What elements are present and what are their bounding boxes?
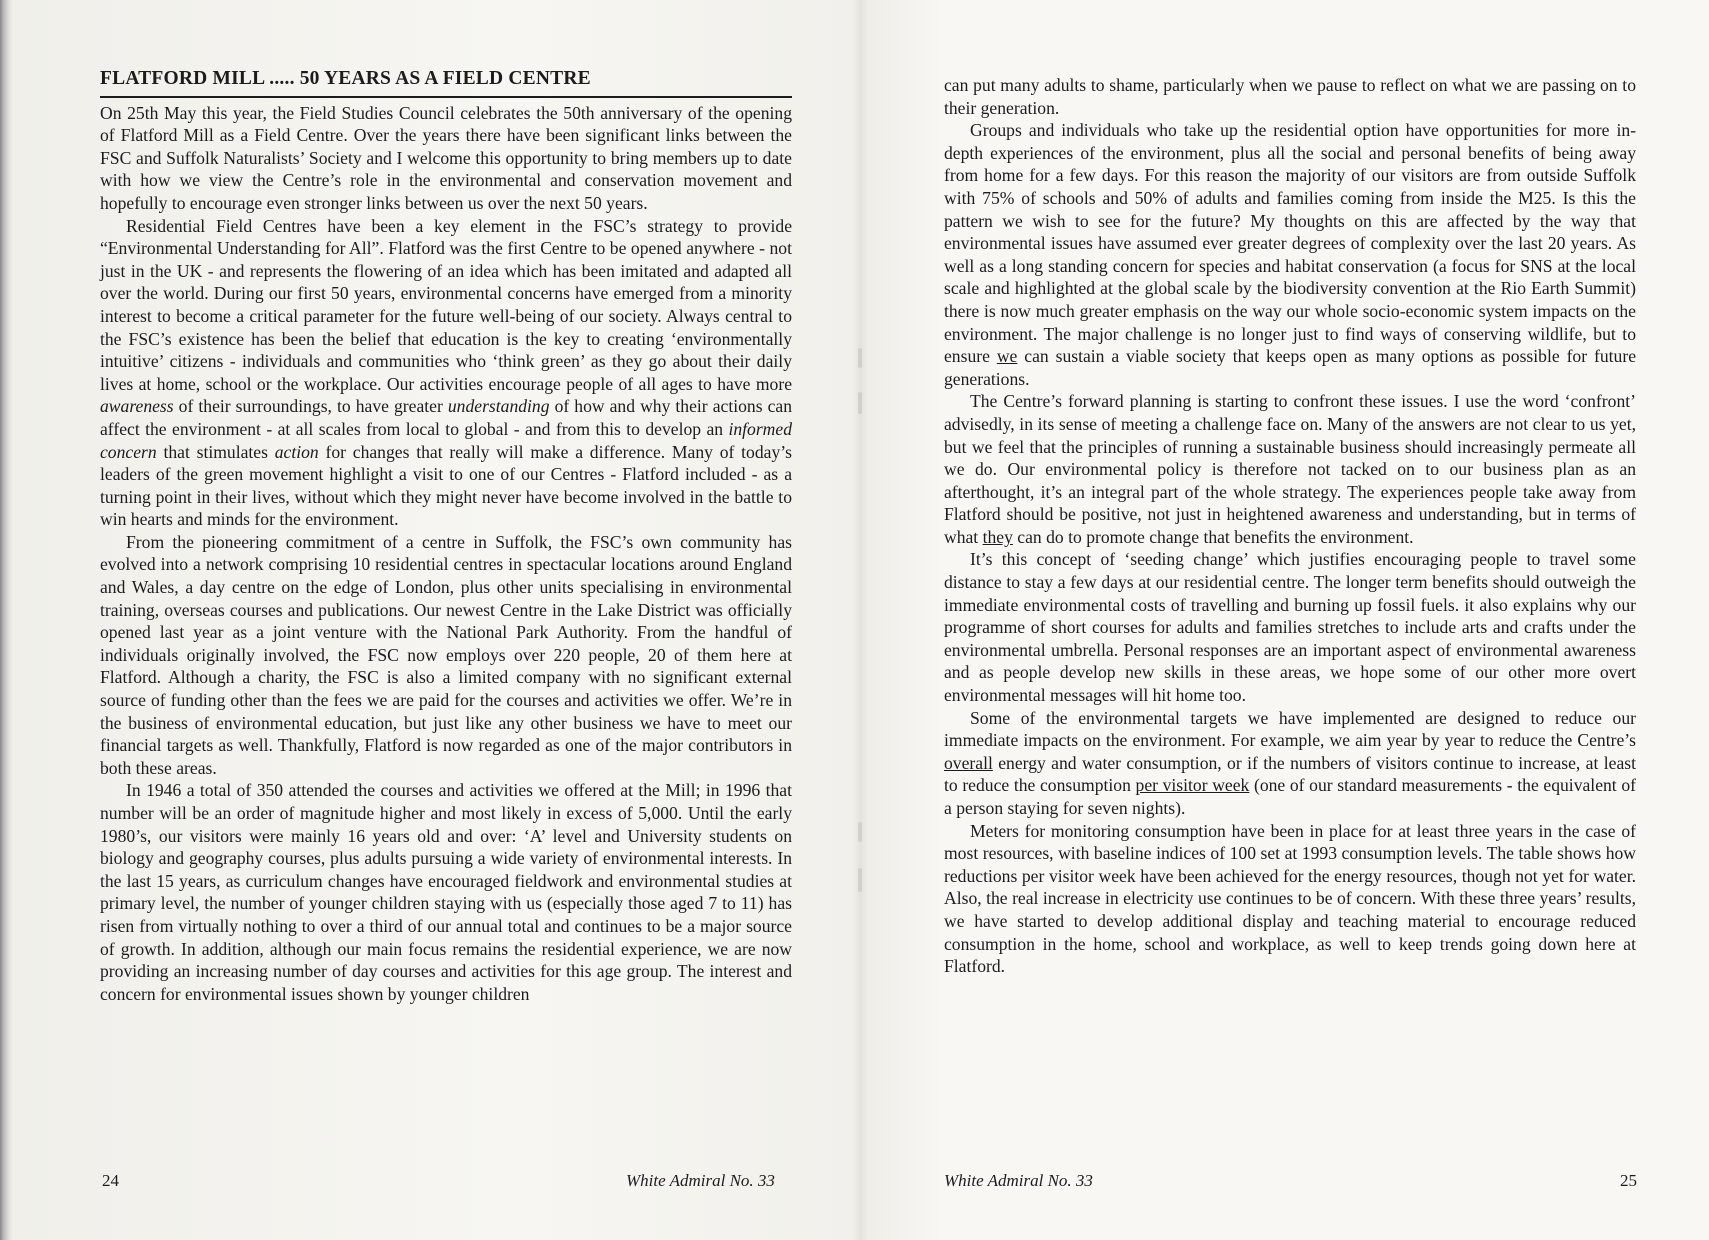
binding-edge [0,0,14,1240]
staple-bottom [858,822,862,842]
staple-bottom-lower [858,868,862,892]
page-number-left: 24 [102,1171,119,1190]
journal-name-left: White Admiral No. 33 [626,1171,775,1190]
paragraph-9: Meters for monitoring consumption have been in place for at least three years in the case of most resources, with baseline indices of 100 set at 1993 consumption levels. The table shows how reductions per visitor week have been achieved for the energy resources, though not yet for water. Also, the real increase in electricity use continues to be of concern. With these three years’ results, we have started to develop additional display and teaching material to encourage reduced consumption in the home, school and workplace, as well to keep trends going down here at Flatford. [944,820,1636,977]
paragraph-continued: can put many adults to shame, particularly when we pause to reflect on what we are passing on to their generation. [944,75,1636,118]
journal-name-right: White Admiral No. 33 [944,1171,1093,1190]
staple-top-lower [858,392,862,414]
paragraph-7: It’s this concept of ‘seeding change’ which justifies encouraging people to travel some distance to stay a few days at our residential centre. The longer term benefits should outweigh the immediate environmental costs of travelling and burning up fossil fuels. it also explains why our programme of short courses for adults and families stretches to include arts and crafts under the environmental umbrella. Personal responses are an important aspect of environmental awareness and as people develop new skills in these areas, we hope some of our other more overt environmental messages will hit home too. [944,549,1636,706]
page-number-right: 25 [1620,1171,1637,1190]
paragraph-8: Some of the environmental targets we have implemented are designed to reduce our immediate impacts on the environment. For example, we aim year by year to reduce the Centre’s overall energy and water consumption, or if the numbers of visitors continue to increase, at least to reduce the consumption per visitor week (one of our standard measurements - the equivalent of a person staying for seven nights). [944,707,1636,818]
paragraph-6: The Centre’s forward planning is starting to confront these issues. I use the word ‘confront’ advisedly, in its sense of meeting a challenge face on. Many of the answers are not clear to us yet, but we feel that the principles of running a sustainable business should increasingly permeate all we do. Our environmental policy is therefore not tacked on to our business plan as an afterthought, it’s an integral part of the whole strategy. The experiences people take away from Flatford should be positive, not just in heightened awareness and understanding, but in terms of what they can do to promote change that benefits the environment. [944,391,1636,547]
article-title: FLATFORD MILL ..... 50 YEARS AS A FIELD CENTRE [100,68,792,98]
page-gutter [852,0,868,1240]
paragraph-1: On 25th May this year, the Field Studies Council celebrates the 50th anniversary of the opening of Flatford Mill as a Field Centre. Over the years there have been significant links between the FSC and Suffolk Naturalists’ Society and I welcome this opportunity to bring members up to date with how we view the Centre’s role in the environmental and conservation movement and hopefully to encourage even stronger links between us over the next 50 years. [100,102,792,213]
staple-top [858,348,862,368]
paragraph-2: Residential Field Centres have been a key element in the FSC’s strategy to provide “Environmental Understanding for All”. Flatford was the first Centre to be opened anywhere - not just in the UK - and represents the flowering of an idea which has been imitated and adapted all over the world. During our first 50 years, environmental concerns have emerged from a minority interest to become a critical parameter for the future well-being of our society. Always central to the FSC’s existence has been the belief that education is the key to creating ‘environmentally intuitive’ citizens - individuals and communities who ‘think green’ as they go about their daily lives at home, school or the workplace. Our activities encourage people of all ages to have more awareness of their surroundings, to have greater understanding of how and why their actions can affect the environment - at all scales from local to global - and from this to develop an informed concern that stimulates action for changes that really will make a difference. Many of today’s leaders of the green movement highlight a visit to one of our Centres - Flatford included - as a turning point in their lives, without which they might never have become involved in the battle to win hearts and minds for the environment. [100,215,792,530]
paragraph-5: Groups and individuals who take up the residential option have opportunities for more in-depth experiences of the environment, plus all the social and personal benefits of being away from home for a few days. For this reason the majority of our visitors are from outside Suffolk with 75% of schools and 50% of adults and families coming from inside the M25. Is this the pattern we wish to see for the future? My thoughts on this are affected by the way that environmental issues have assumed ever greater degrees of complexity over the last 20 years. As well as a long standing concern for species and habitat conservation (a focus for SNS at the local scale and highlighted at the global scale by the biodiversity convention at the Rio Earth Summit) there is now much greater emphasis on the way our whole socio-economic system impacts on the environment. The major challenge is no longer just to find ways of conserving wildlife, but to ensure we can sustain a viable society that keeps open as many options as possible for future generations. [944,120,1637,389]
paragraph-4: In 1946 a total of 350 attended the courses and activities we offered at the Mill; in 1996 that number will be an order of magnitude higher and most likely in excess of 5,000. Until the early 1980’s, our visitors were mainly 16 years old and over: ‘A’ level and University students on biology and geography courses, plus adults pursuing a wide variety of environmental interests. In the last 15 years, as curriculum changes have encouraged fieldwork and environmental studies at primary level, the number of younger children staying with us (especially those aged 7 to 11) has risen from virtually nothing to over a third of our annual total and continues to be a major source of growth. In addition, although our main focus remains the residential experience, we are now providing an increasing number of day courses and activities for this age group. The interest and concern for environmental issues shown by younger children [100,780,792,1004]
paragraph-3: From the pioneering commitment of a centre in Suffolk, the FSC’s own community has evolved into a network comprising 10 residential centres in spectacular locations around England and Wales, a day centre on the edge of London, plus other units specialising in environmental training, overseas courses and publications. Our newest Centre in the Lake District was officially opened last year as a joint venture with the National Park Authority. From the handful of individuals originally involved, the FSC now employs over 220 people, 20 of them here at Flatford. Although a charity, the FSC is also a limited company with no significant external source of funding other than the fees we are paid for the courses and activities we offer. We’re in the business of environmental education, but just like any other business we have to meet our financial targets as well. Thankfully, Flatford is now regarded as one of the major contributors in both these areas. [100,531,792,778]
left-text-column [100,68,792,1005]
right-text-column [944,74,1636,978]
